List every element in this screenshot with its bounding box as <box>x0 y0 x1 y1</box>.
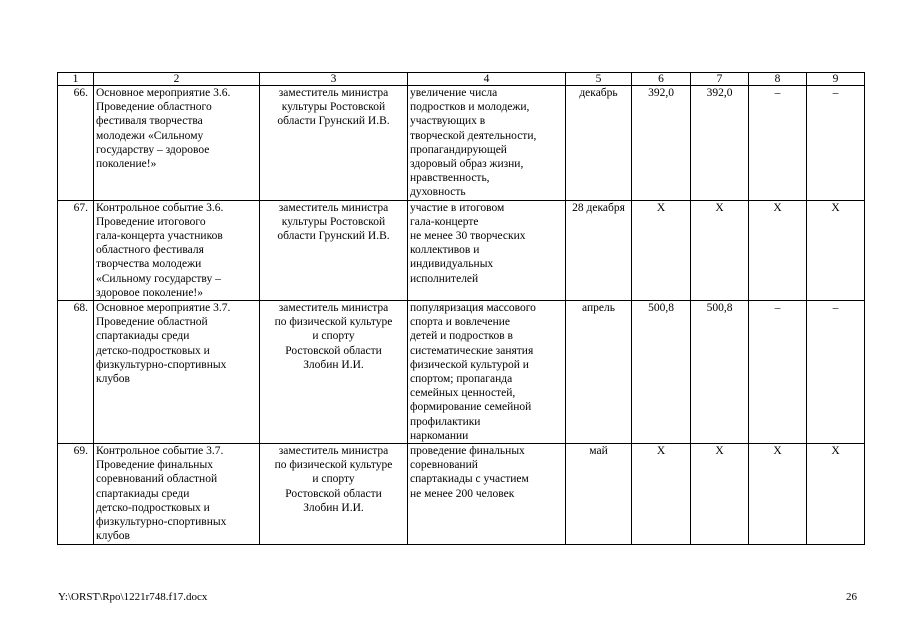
responsible-line: культуры Ростовской <box>281 101 386 114</box>
event-name-line: Контрольное событие 3.7. <box>96 445 224 458</box>
responsible-line: области Грунский И.В. <box>277 115 390 128</box>
value-col6: X <box>632 200 691 300</box>
expected-result <box>408 86 566 201</box>
responsible <box>260 86 408 201</box>
event-name-line: Основное мероприятие 3.7. <box>96 302 231 315</box>
expected-result-line: спорта и вовлечение <box>410 316 511 329</box>
table-row <box>58 444 865 544</box>
page-number: 26 <box>846 591 857 603</box>
event-name-line: клубов <box>96 530 130 543</box>
row-number: 66. <box>58 86 94 201</box>
expected-result-line: проведение финальных <box>410 445 525 458</box>
responsible-line: культуры Ростовской <box>281 215 386 228</box>
value-col9: – <box>807 301 865 444</box>
row-number: 68. <box>58 301 94 444</box>
expected-result <box>408 200 566 300</box>
expected-result-line: не менее 30 творческих <box>410 230 526 243</box>
expected-result-line: индивидуальных <box>410 258 494 271</box>
event-name-line: поколение!» <box>96 158 157 171</box>
responsible-line: Ростовской области <box>285 487 382 500</box>
deadline: май <box>566 444 632 544</box>
expected-result-line: формирование семейной <box>410 401 532 414</box>
event-name-line: Проведение итогового <box>96 215 206 228</box>
event-name-line: спартакиады среди <box>96 330 190 343</box>
value-col8: – <box>749 301 807 444</box>
event-name-line: физкультурно-спортивных <box>96 516 227 529</box>
expected-result-line: духовность <box>410 186 466 199</box>
value-col7: X <box>691 444 749 544</box>
plan-table <box>57 72 865 545</box>
value-col7: 392,0 <box>691 86 749 201</box>
responsible <box>260 444 408 544</box>
file-path: Y:\ORST\Rpo\1221r748.f17.docx <box>58 591 208 603</box>
event-name-line: спартакиады среди <box>96 487 190 500</box>
expected-result-line: гала-концерте <box>410 215 479 228</box>
expected-result-line: семейных ценностей, <box>410 387 516 400</box>
event-name-line: Проведение финальных <box>96 459 213 472</box>
responsible-line: заместитель министра <box>278 87 389 99</box>
event-name-line: Контрольное событие 3.6. <box>96 201 224 214</box>
event-name <box>94 200 260 300</box>
expected-result-line: профилактики <box>410 415 481 428</box>
value-col9: – <box>807 86 865 201</box>
value-col8: – <box>749 86 807 201</box>
event-name-line: «Сильному государству – <box>96 272 221 285</box>
expected-result-line: спартакиады с участием <box>410 473 529 486</box>
event-name-line: Проведение областной <box>96 316 208 329</box>
header-row <box>58 73 865 86</box>
row-number: 69. <box>58 444 94 544</box>
column-number: 6 <box>632 73 691 86</box>
responsible-line: Злобин И.И. <box>303 501 364 514</box>
expected-result-line: детей и подростков в <box>410 330 513 343</box>
responsible-line: по физической культуре <box>274 459 393 472</box>
row-number: 67. <box>58 200 94 300</box>
event-name <box>94 86 260 201</box>
event-name-line: Проведение областного <box>96 101 212 114</box>
expected-result-line: не менее 200 человек <box>410 487 515 500</box>
responsible-line: и спорту <box>312 330 355 343</box>
expected-result-line: участие в итоговом <box>410 201 505 214</box>
expected-result-line: физической культурой и <box>410 358 529 371</box>
column-number: 5 <box>566 73 632 86</box>
deadline: 28 декабря <box>566 200 632 300</box>
deadline: декабрь <box>566 86 632 201</box>
column-number: 3 <box>260 73 408 86</box>
responsible-line: заместитель министра <box>278 445 389 458</box>
event-name <box>94 301 260 444</box>
responsible-line: заместитель министра <box>278 201 389 214</box>
expected-result-line: участвующих в <box>410 115 486 128</box>
event-name-line: детско-подростковых и <box>96 344 210 357</box>
responsible-line: заместитель министра <box>278 302 389 315</box>
expected-result-line: соревнований <box>410 459 478 472</box>
expected-result-line: систематические занятия <box>410 344 534 357</box>
value-col7: X <box>691 200 749 300</box>
event-name-line: фестиваля творчества <box>96 115 203 128</box>
expected-result-line: спортом; пропаганда <box>410 373 513 386</box>
event-name-line: творчества молодежи <box>96 258 202 271</box>
value-col6: X <box>632 444 691 544</box>
responsible-line: Злобин И.И. <box>303 358 364 371</box>
expected-result-line: коллективов и <box>410 244 480 257</box>
expected-result-line: пропагандирующей <box>410 143 507 156</box>
column-number: 9 <box>807 73 865 86</box>
responsible-line: и спорту <box>312 473 355 486</box>
event-name-line: Основное мероприятие 3.6. <box>96 87 231 99</box>
table-row <box>58 200 865 300</box>
value-col8: X <box>749 444 807 544</box>
expected-result-line: нравственность, <box>410 172 490 185</box>
event-name-line: здоровое поколение!» <box>96 286 203 299</box>
expected-result-line: исполнителей <box>410 272 479 285</box>
responsible-line: Ростовской области <box>285 344 382 357</box>
value-col9: X <box>807 200 865 300</box>
deadline: апрель <box>566 301 632 444</box>
value-col6: 392,0 <box>632 86 691 201</box>
expected-result <box>408 444 566 544</box>
expected-result-line: наркомании <box>410 429 469 442</box>
expected-result-line: здоровый образ жизни, <box>410 158 524 171</box>
responsible-line: области Грунский И.В. <box>277 230 390 243</box>
responsible <box>260 301 408 444</box>
table-row <box>58 301 865 444</box>
event-name-line: соревнований областной <box>96 473 218 486</box>
responsible <box>260 200 408 300</box>
event-name <box>94 444 260 544</box>
event-name-line: государству – здоровое <box>96 143 210 156</box>
value-col9: X <box>807 444 865 544</box>
event-name-line: клубов <box>96 373 130 386</box>
column-number: 1 <box>58 73 94 86</box>
event-name-line: детско-подростковых и <box>96 501 210 514</box>
expected-result-line: увеличение числа <box>410 87 498 99</box>
expected-result <box>408 301 566 444</box>
expected-result-line: творческой деятельности, <box>410 129 537 142</box>
table-row <box>58 86 865 201</box>
value-col7: 500,8 <box>691 301 749 444</box>
value-col8: X <box>749 200 807 300</box>
value-col6: 500,8 <box>632 301 691 444</box>
event-name-line: областного фестиваля <box>96 244 204 257</box>
responsible-line: по физической культуре <box>274 316 393 329</box>
event-name-line: молодежи «Сильному <box>96 129 204 142</box>
column-number: 7 <box>691 73 749 86</box>
event-name-line: физкультурно-спортивных <box>96 358 227 371</box>
event-name-line: гала-концерта участников <box>96 230 223 243</box>
column-number: 2 <box>94 73 260 86</box>
expected-result-line: популяризация массового <box>410 302 536 315</box>
column-number: 8 <box>749 73 807 86</box>
column-number: 4 <box>408 73 566 86</box>
expected-result-line: подростков и молодежи, <box>410 101 530 114</box>
